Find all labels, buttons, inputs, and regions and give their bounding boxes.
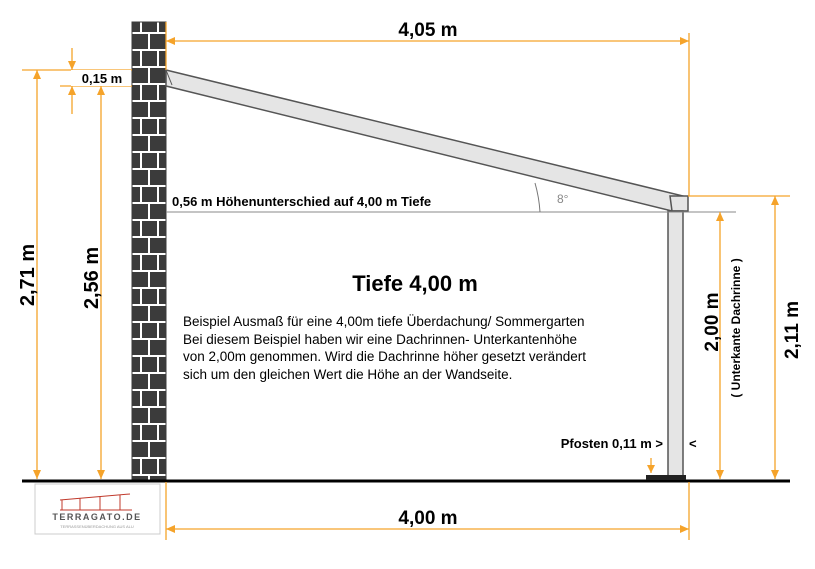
logo-name: TERRAGATO.DE: [52, 512, 142, 522]
small-offset-label: 0,15 m: [81, 71, 123, 86]
logo: [35, 484, 160, 534]
gutter-height-label: 2,00 m: [702, 292, 723, 352]
bottom-width-label: 4,00 m: [398, 508, 458, 529]
angle-arc: [535, 183, 540, 212]
roof-beam: [166, 70, 683, 212]
angle-label: 8°: [557, 192, 569, 206]
left-height-outer-label: 2,71 m: [17, 243, 39, 307]
post-label: Pfosten 0,11 m >: [560, 436, 663, 451]
description-line-1: Beispiel Ausmaß für eine 4,00m tiefe Überdachung/ Sommergarten: [183, 314, 585, 329]
height-difference-label: 0,56 m Höhenunterschied auf 4,00 m Tiefe: [172, 194, 432, 209]
left-height-inner-label: 2,56 m: [81, 246, 103, 310]
top-width-label: 4,05 m: [398, 20, 458, 41]
description-line-3: von 2,00m genommen. Wird die Dachrinne höher gesetzt verändert: [183, 349, 586, 364]
main-title: Tiefe 4,00 m: [352, 271, 478, 296]
brick-wall: [132, 22, 166, 480]
right-height-label: 2,11 m: [782, 300, 803, 360]
gutter: [670, 196, 688, 211]
description-line-2: Bei diesem Beispiel haben wir eine Dachrinnen- Unterkantenhöhe: [183, 332, 577, 347]
description-line-4: sich um den gleichen Wert die Höhe an der Wandseite.: [183, 367, 513, 382]
post-arrow-right: <: [689, 436, 697, 451]
post-foot: [646, 475, 686, 480]
post: [668, 211, 683, 478]
logo-tagline: TERRASSENÜBERDACHUNG AUS ALU: [60, 524, 134, 529]
gutter-note-label: ( Unterkante Dachrinne ): [729, 258, 743, 398]
